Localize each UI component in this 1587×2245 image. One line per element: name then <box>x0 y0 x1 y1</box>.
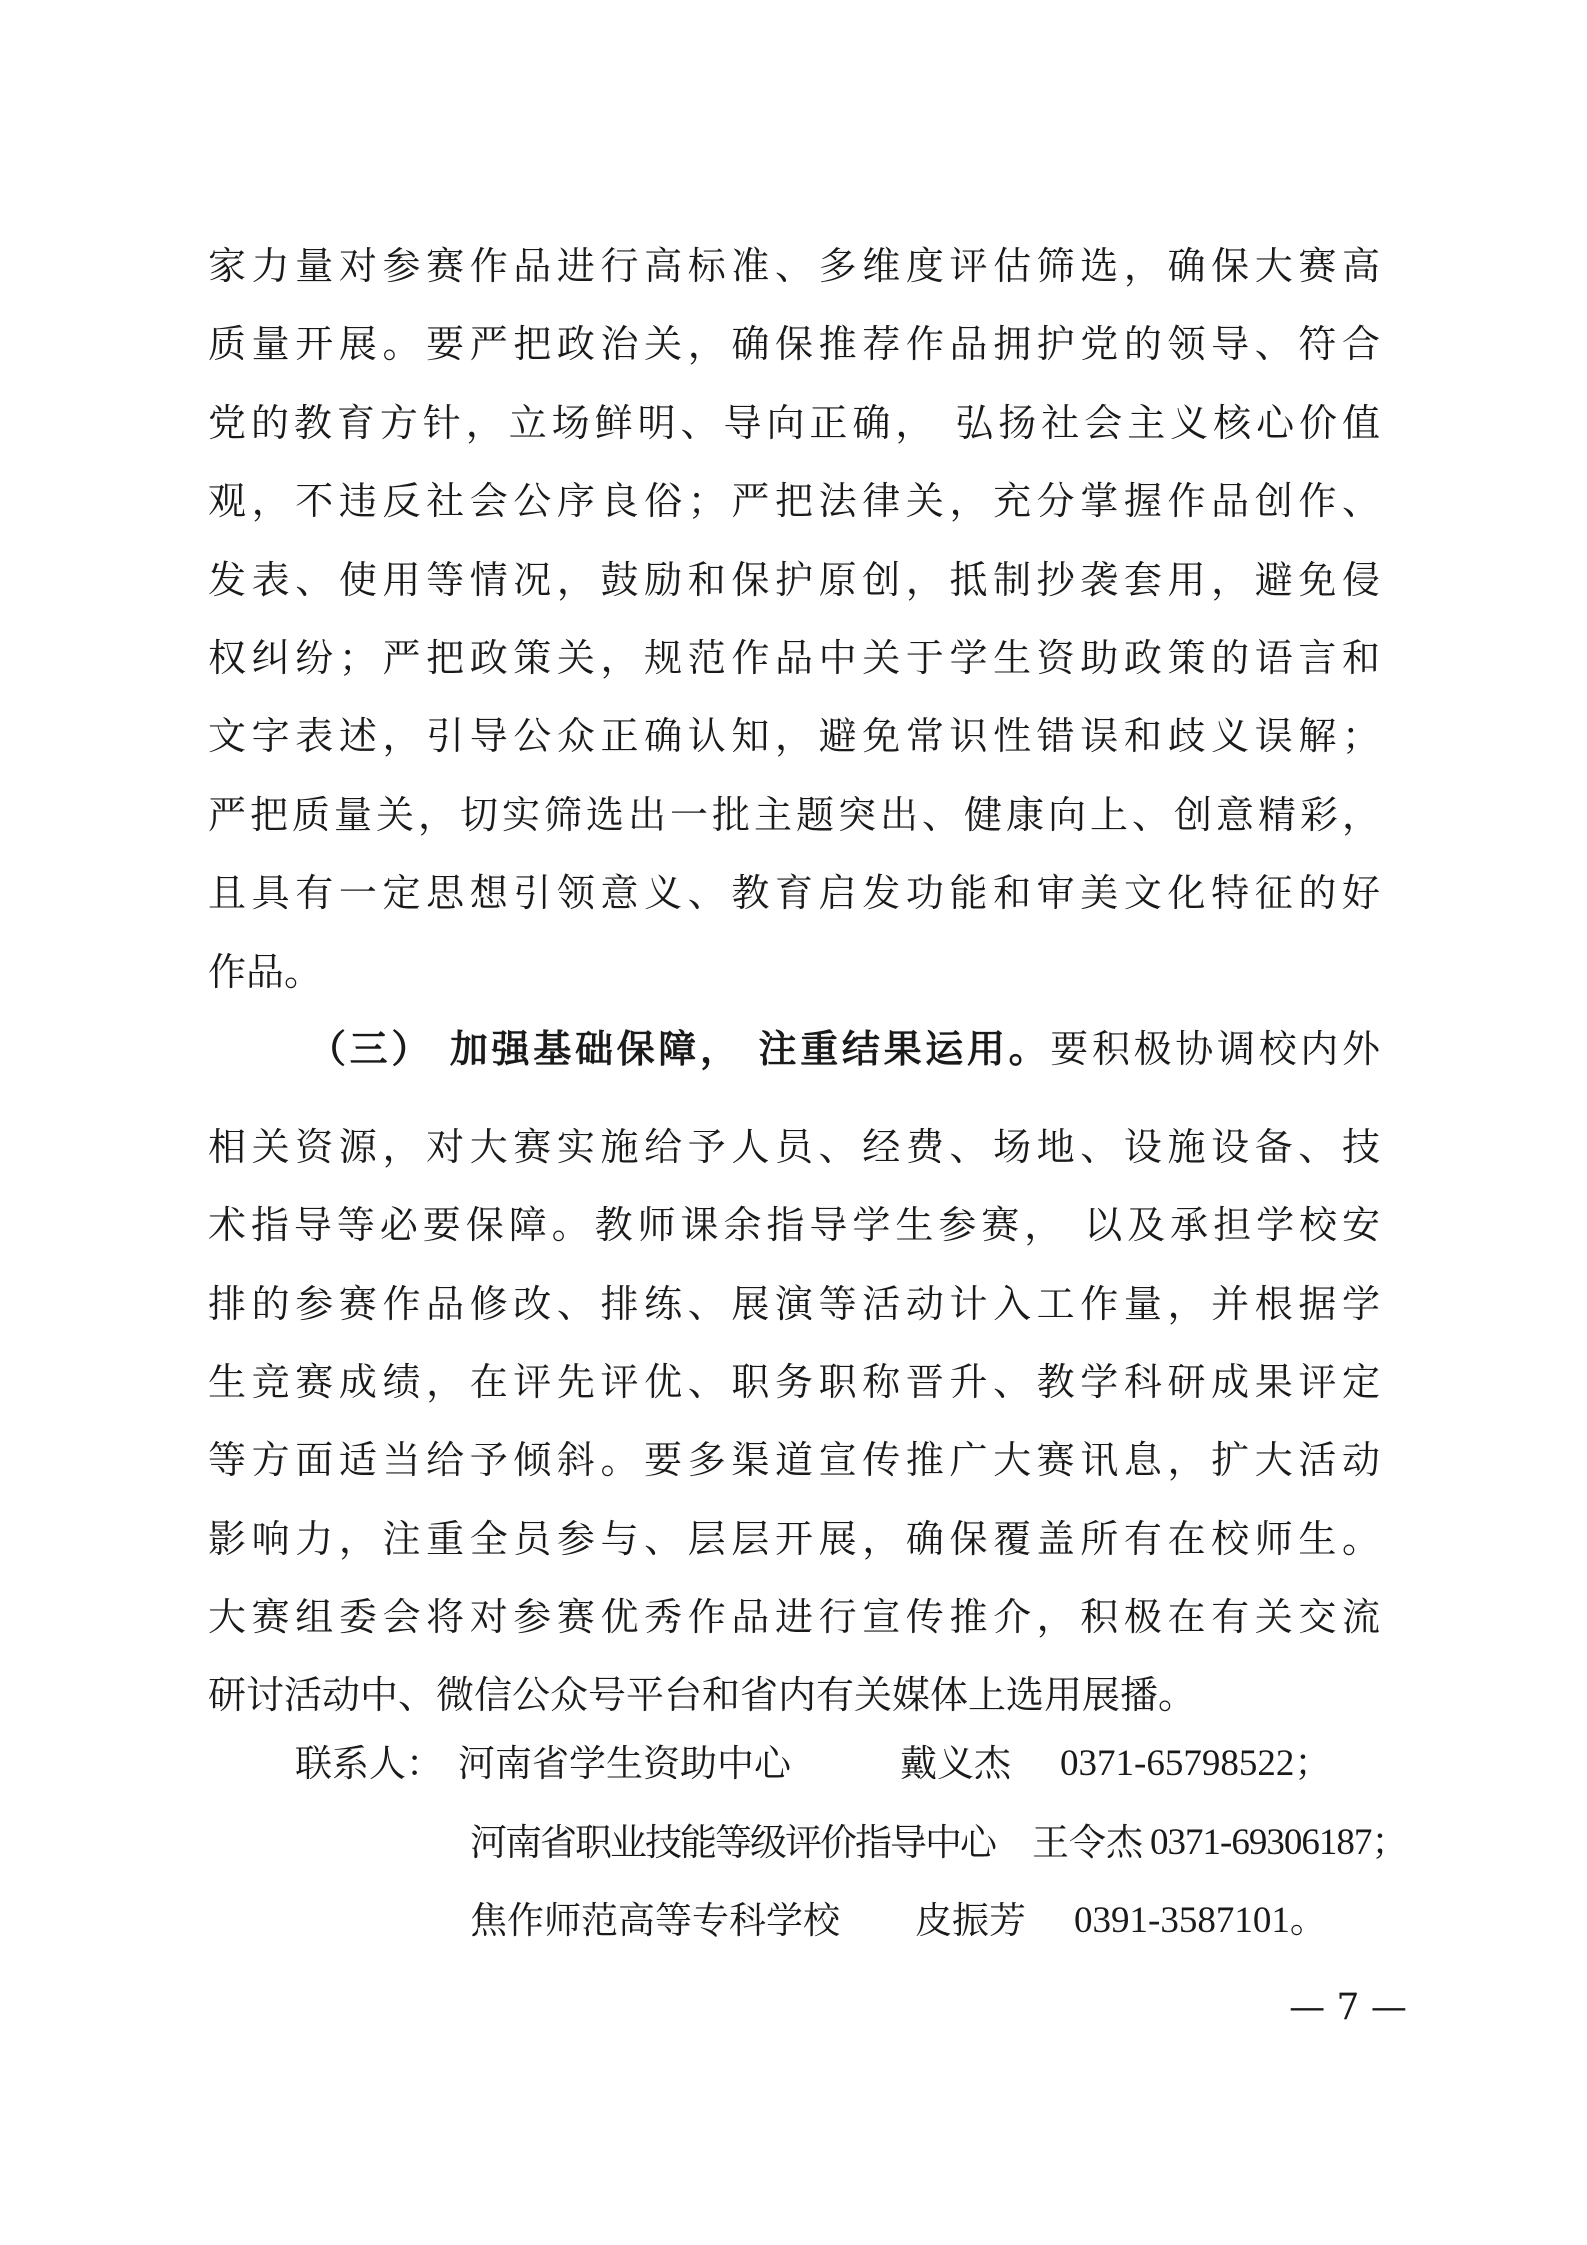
section-heading: （三） 加强基础保障， 注重结果运用。 <box>308 1027 1051 1071</box>
paragraph-line: 研讨活动中、微信公众号平台和省内有关媒体上选用展播。 <box>208 1673 1197 1717</box>
paragraph-line: 影响力，注重全员参与、层层开展，确保覆盖所有在校师生。 <box>208 1517 1380 1561</box>
contact-label: 联系人： <box>295 1742 443 1785</box>
contact-row <box>295 1734 1395 1794</box>
paragraph-line: 等方面适当给予倾斜。要多渠道宣传推广大赛讯息，扩大活动 <box>208 1438 1380 1482</box>
contact-name: 戴义杰 <box>900 1742 1011 1785</box>
contact-row <box>470 1813 1408 1873</box>
paragraph-line: 作品。 <box>208 950 323 994</box>
contact-phone: 0391-3587101。 <box>1074 1900 1327 1941</box>
paragraph-line: 生竞赛成绩，在评先评优、职务职称晋升、教学科研成果评定 <box>208 1360 1380 1404</box>
paragraph-line: 观，不违反社会公序良俗；严把法律关，充分掌握作品创作、 <box>208 479 1380 523</box>
paragraph-text: 要积极协调校内外 <box>1050 1027 1380 1071</box>
paragraph-line: 党的教育方针，立场鲜明、导向正确， 弘扬社会主义核心价值 <box>208 401 1380 445</box>
paragraph-line: 权纠纷；严把政策关，规范作品中关于学生资助政策的语言和 <box>208 636 1380 680</box>
paragraph-line: 家力量对参赛作品进行高标准、多维度评估筛选，确保大赛高 <box>208 244 1380 288</box>
contact-phone: 0371-69306187； <box>1150 1822 1408 1863</box>
paragraph-line: 大赛组委会将对参赛优秀作品进行宣传推介，积极在有关交流 <box>208 1595 1380 1639</box>
paragraph-line: 且具有一定思想引领意义、教育启发功能和审美文化特征的好 <box>208 871 1380 915</box>
paragraph-line: 术指导等必要保障。教师课余指导学生参赛， 以及承担学校安 <box>208 1203 1380 1247</box>
contact-org: 焦作师范高等专科学校 <box>470 1899 840 1942</box>
contact-name: 皮振芳 <box>915 1899 1026 1942</box>
contact-org: 河南省职业技能等级评价指导中心 <box>470 1821 995 1864</box>
page-number: — 7 — <box>1289 1987 1407 2028</box>
paragraph-line: 发表、使用等情况，鼓励和保护原创，抵制抄袭套用，避免侵 <box>208 558 1380 602</box>
paragraph-first-line <box>308 1019 1380 1079</box>
paragraph-line: 排的参赛作品修改、排练、展演等活动计入工作量，并根据学 <box>208 1282 1380 1326</box>
contact-name: 王令杰 <box>1032 1821 1143 1864</box>
paragraph-line: 质量开展。要严把政治关，确保推荐作品拥护党的领导、符合 <box>208 322 1380 366</box>
paragraph-line: 文字表述，引导公众正确认知，避免常识性错误和歧义误解； <box>208 714 1380 758</box>
contact-phone: 0371-65798522； <box>1060 1743 1332 1784</box>
contact-org: 河南省学生资助中心 <box>458 1742 791 1785</box>
paragraph-line: 严把质量关，切实筛选出一批主题突出、健康向上、创意精彩， <box>208 793 1380 837</box>
paragraph-line: 相关资源，对大赛实施给予人员、经费、场地、设施设备、技 <box>208 1125 1380 1169</box>
contact-row <box>470 1891 1390 1951</box>
